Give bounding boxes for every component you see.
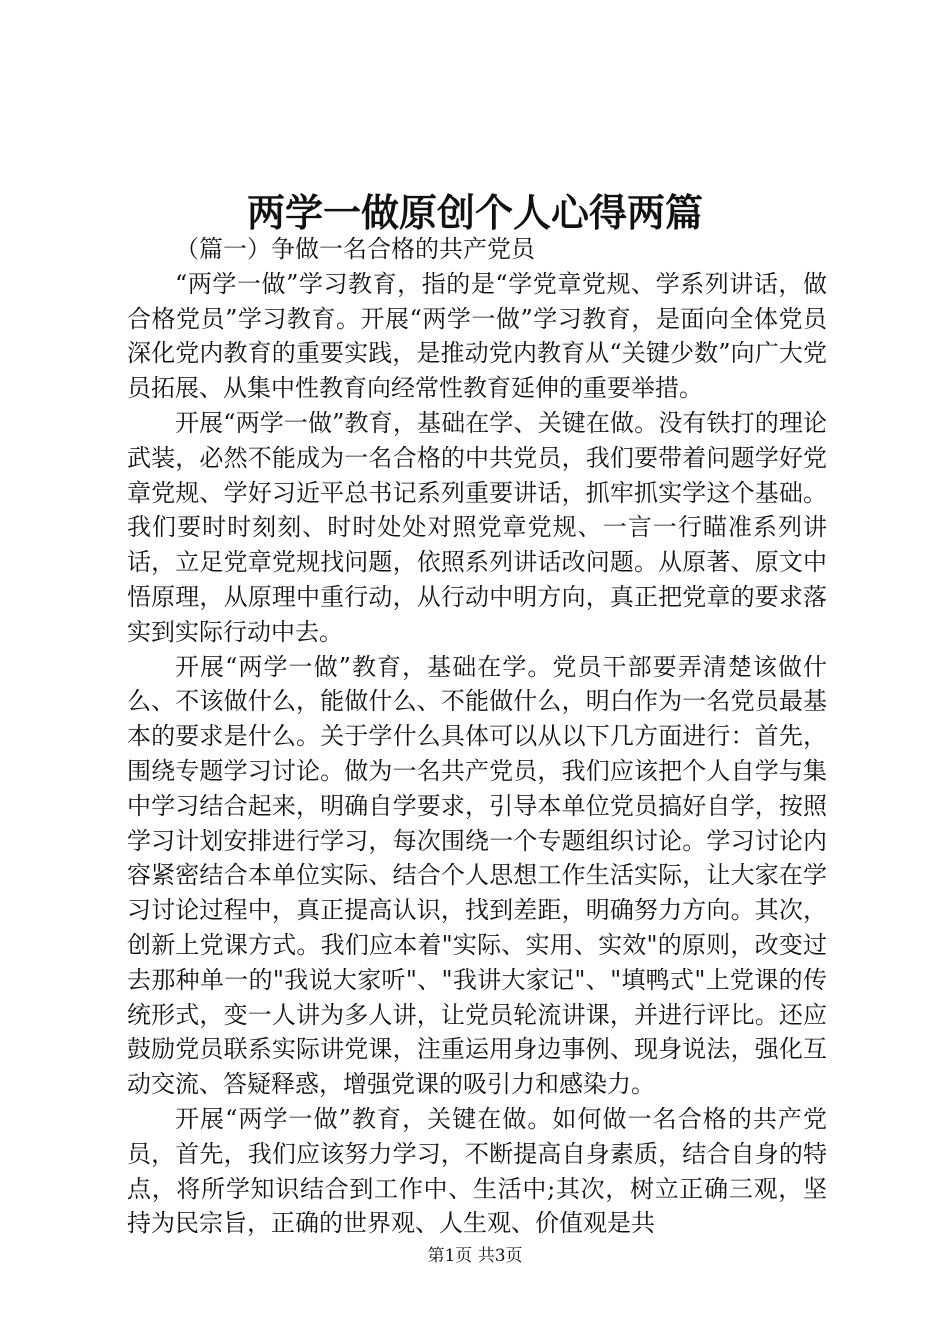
document-title: 两学一做原创个人心得两篇 [246,190,703,235]
page-footer: 第1页 共3页 [427,1246,523,1266]
paragraph-1: “两学一做”学习教育，指的是“学党章党规、学系列讲话，做合格党员”学习教育。开展“两学一做”学习教育，是面向全体党员深化党内教育的重要实践，是推动党内教育从“关键少数”向广大党员拓展、从集中性教育向经常性教育延伸的重要举措。 [127,269,827,403]
paragraph-4: 开展“两学一做”教育，关键在做。如何做一名合格的共产党员，首先，我们应该努力学习，不断提高自身素质，结合自身的特点，将所学知识结合到工作中、生活中;其次，树立正确三观，坚持为民宗旨，正确的世界观、人生观、价值观是共 [127,1104,827,1238]
paragraph-3: 开展“两学一做”教育，基础在学。党员干部要弄清楚该做什么、不该做什么，能做什么、不能做什么，明白作为一名党员最基本的要求是什么。关于学什么具体可以从以下几方面进行：首先，围绕专题学习讨论。做为一名共产党员，我们应该把个人自学与集中学习结合起来，明确自学要求，引导本单位党员搞好自学，按照学习计划安排进行学习，每次围绕一个专题组织讨论。学习讨论内容紧密结合本单位实际、结合个人思想工作生活实际，让大家在学习讨论过程中，真正提高认识，找到差距，明确努力方向。其次，创新上党课方式。我们应本着"实际、实用、实效"的原则，改变过去那种单一的"我说大家听"、"我讲大家记"、"填鸭式"上党课的传统形式，变一人讲为多人讲，让党员轮流讲课，并进行评比。还应鼓励党员联系实际讲党课，注重运用身边事例、现身说法，强化互动交流、答疑释惑，增强党课的吸引力和感染力。 [127,652,827,1099]
paragraph-2: 开展“两学一做”教育，基础在学、关键在做。没有铁打的理论武装，必然不能成为一名合格的中共党员，我们要带着问题学好党章党规、学好习近平总书记系列重要讲话，抓牢抓实学这个基础。我们要时时刻刻、时时处处对照党章党规、一言一行瞄准系列讲话，立足党章党规找问题，依照系列讲话改问题。从原著、原文中悟原理，从原理中重行动，从行动中明方向，真正把党章的要求落实到实际行动中去。 [127,408,827,646]
document-body [127,232,827,1241]
section-heading: （篇一）争做一名合格的共产党员 [175,235,535,263]
